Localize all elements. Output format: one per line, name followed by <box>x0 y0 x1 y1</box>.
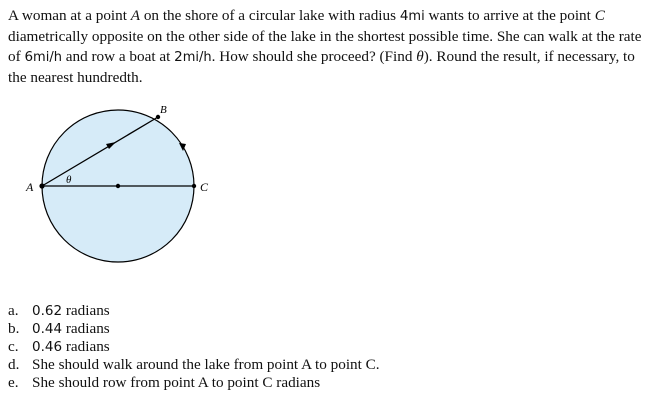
answer-option-d[interactable] <box>8 356 380 374</box>
theta-var: θ <box>416 48 424 65</box>
question-text <box>8 6 648 88</box>
question-part2: on the shore of a circular lake with radius <box>140 7 400 24</box>
point-c-var: C <box>594 7 605 24</box>
answer-option-e[interactable] <box>8 374 380 392</box>
option-letter: e. <box>8 374 19 391</box>
center-dot <box>116 184 120 188</box>
question-part5: and row a boat at <box>61 48 175 65</box>
label-theta: θ <box>66 174 72 186</box>
row-unit: mi/h <box>182 50 212 65</box>
question-part6: . How should she proceed? (Find <box>211 48 417 65</box>
walk-value: 6 <box>24 49 34 65</box>
radius-unit: mi <box>408 9 425 24</box>
point-a-var: A <box>130 7 141 24</box>
label-b: B <box>160 104 167 116</box>
option-value: 0.44 <box>32 321 63 337</box>
answer-option-b[interactable] <box>8 320 380 338</box>
option-text: radians <box>62 302 110 319</box>
question-part3: wants to arrive at the point <box>424 7 595 24</box>
walk-unit: mi/h <box>33 50 62 65</box>
label-c: C <box>200 180 209 194</box>
option-letter: a. <box>8 302 19 319</box>
radius-value: 4 <box>399 8 409 24</box>
label-a: A <box>26 180 34 194</box>
option-letter: d. <box>8 356 20 373</box>
point-c-dot <box>192 184 196 188</box>
question-part7: ). Round the result, if necessary, to the nearest hundredth. <box>8 48 635 86</box>
question-part4: diametrically opposite on the other side of the lake in the shortest possible time. She can walk at the rate of <box>8 28 642 65</box>
option-text: radians <box>62 320 110 337</box>
answer-option-a[interactable] <box>8 302 380 320</box>
option-letter: b. <box>8 320 20 337</box>
answer-options <box>8 302 380 392</box>
option-value: 0.62 <box>32 303 63 319</box>
option-value: 0.46 <box>32 339 63 355</box>
option-letter: c. <box>8 338 19 355</box>
row-value: 2 <box>174 49 183 65</box>
lake-diagram <box>20 100 220 270</box>
question-part1: A woman at a point <box>8 7 131 24</box>
option-text: She should walk around the lake from point A to point C. <box>32 356 380 373</box>
option-text: radians <box>62 338 110 355</box>
answer-option-c[interactable] <box>8 338 380 356</box>
point-a-dot <box>39 183 44 188</box>
option-text: She should row from point A to point C radians <box>32 374 321 391</box>
